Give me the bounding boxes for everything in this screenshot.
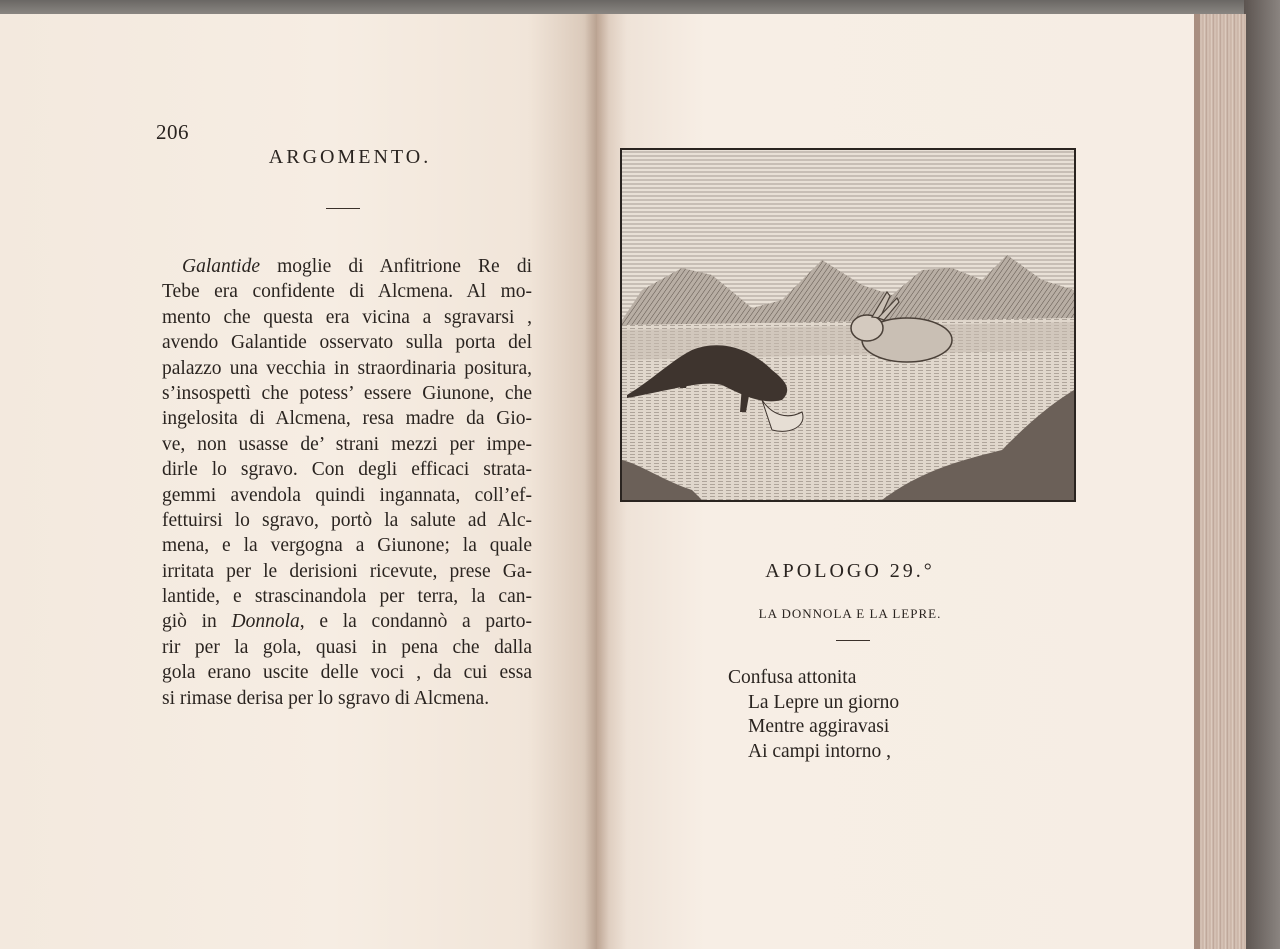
heading-rule (326, 208, 360, 209)
weasel-hare-engraving (622, 150, 1074, 500)
argument-text (162, 254, 532, 711)
page-block-edges (1194, 14, 1246, 949)
text-line (162, 483, 532, 508)
verse-line: La Lepre un giorno (748, 691, 900, 713)
apologo-title: APOLOGO 29.° (765, 560, 935, 582)
text-line (162, 508, 532, 533)
text-run: si rimase derisa per lo sgravo di Alcmena. (162, 687, 490, 709)
text-run: ingelosita di Alcmena, resa madre da Gio- (162, 408, 532, 430)
text-line (162, 330, 532, 355)
text-line (162, 381, 532, 406)
text-line (162, 254, 532, 279)
text-run: gemmi avendola quindi ingannata, coll’ef- (162, 484, 532, 506)
text-line (162, 356, 532, 381)
backdrop-right (1244, 0, 1280, 949)
text-line (162, 279, 532, 304)
text-run: moglie di Anfitrione Re di (260, 256, 532, 277)
verse-line: Confusa attonita (728, 667, 857, 688)
fable-subtitle: LA DONNOLA E LA LEPRE. (758, 606, 942, 621)
text-run: Galantide (182, 256, 260, 277)
text-run: mena, e la vergogna a Giunone; la quale (162, 535, 532, 557)
text-run: irritata per le derisioni ricevute, prese Ga- (162, 560, 532, 582)
text-run: gola erano uscite delle voci , da cui essa (162, 662, 532, 684)
book-gutter (585, 14, 609, 949)
text-line (162, 533, 532, 558)
text-line (162, 406, 532, 431)
text-run: ve, non usasse de’ strani mezzi per impe- (162, 433, 532, 455)
verse-line: Mentre aggiravasi (748, 716, 890, 737)
text-run: rir per la gola, quasi in pena che dalla (162, 636, 532, 658)
text-run: giò in (162, 611, 232, 633)
text-run: palazzo una vecchia in straordinaria positura, (162, 357, 532, 379)
text-run: Donnola (231, 611, 300, 633)
text-line (162, 660, 532, 685)
text-run: avendo Galantide osservato sulla porta del (162, 332, 532, 354)
text-run: , e la condannò a parto- (299, 611, 532, 633)
text-line (162, 686, 532, 711)
text-run: fettuirsi lo sgravo, portò la salute ad Alc- (162, 509, 532, 531)
text-line (162, 635, 532, 660)
text-run: mento che questa era vicina a sgravarsi , (162, 306, 532, 328)
text-run: dirle lo sgravo. Con degli efficaci strata- (162, 459, 532, 481)
page-number: 206 (156, 120, 189, 144)
text-line (162, 432, 532, 457)
engraving-illustration (620, 148, 1076, 502)
fable-verse (728, 666, 899, 764)
subtitle-rule (836, 640, 870, 641)
text-run: lantide, e strascinandola per terra, la can- (162, 586, 532, 608)
verse-line: Ai campi intorno , (748, 740, 891, 762)
text-run: Tebe era confidente di Alcmena. Al mo- (162, 281, 532, 303)
text-run: s’insospettì che potess’ essere Giunone, che (162, 382, 532, 404)
text-line (162, 559, 532, 584)
text-line (162, 609, 532, 634)
text-line (162, 584, 532, 609)
page-edge-shadow (1194, 14, 1200, 949)
page-heading: ARGOMENTO. (268, 146, 432, 168)
text-line (162, 457, 532, 482)
text-line (162, 305, 532, 330)
